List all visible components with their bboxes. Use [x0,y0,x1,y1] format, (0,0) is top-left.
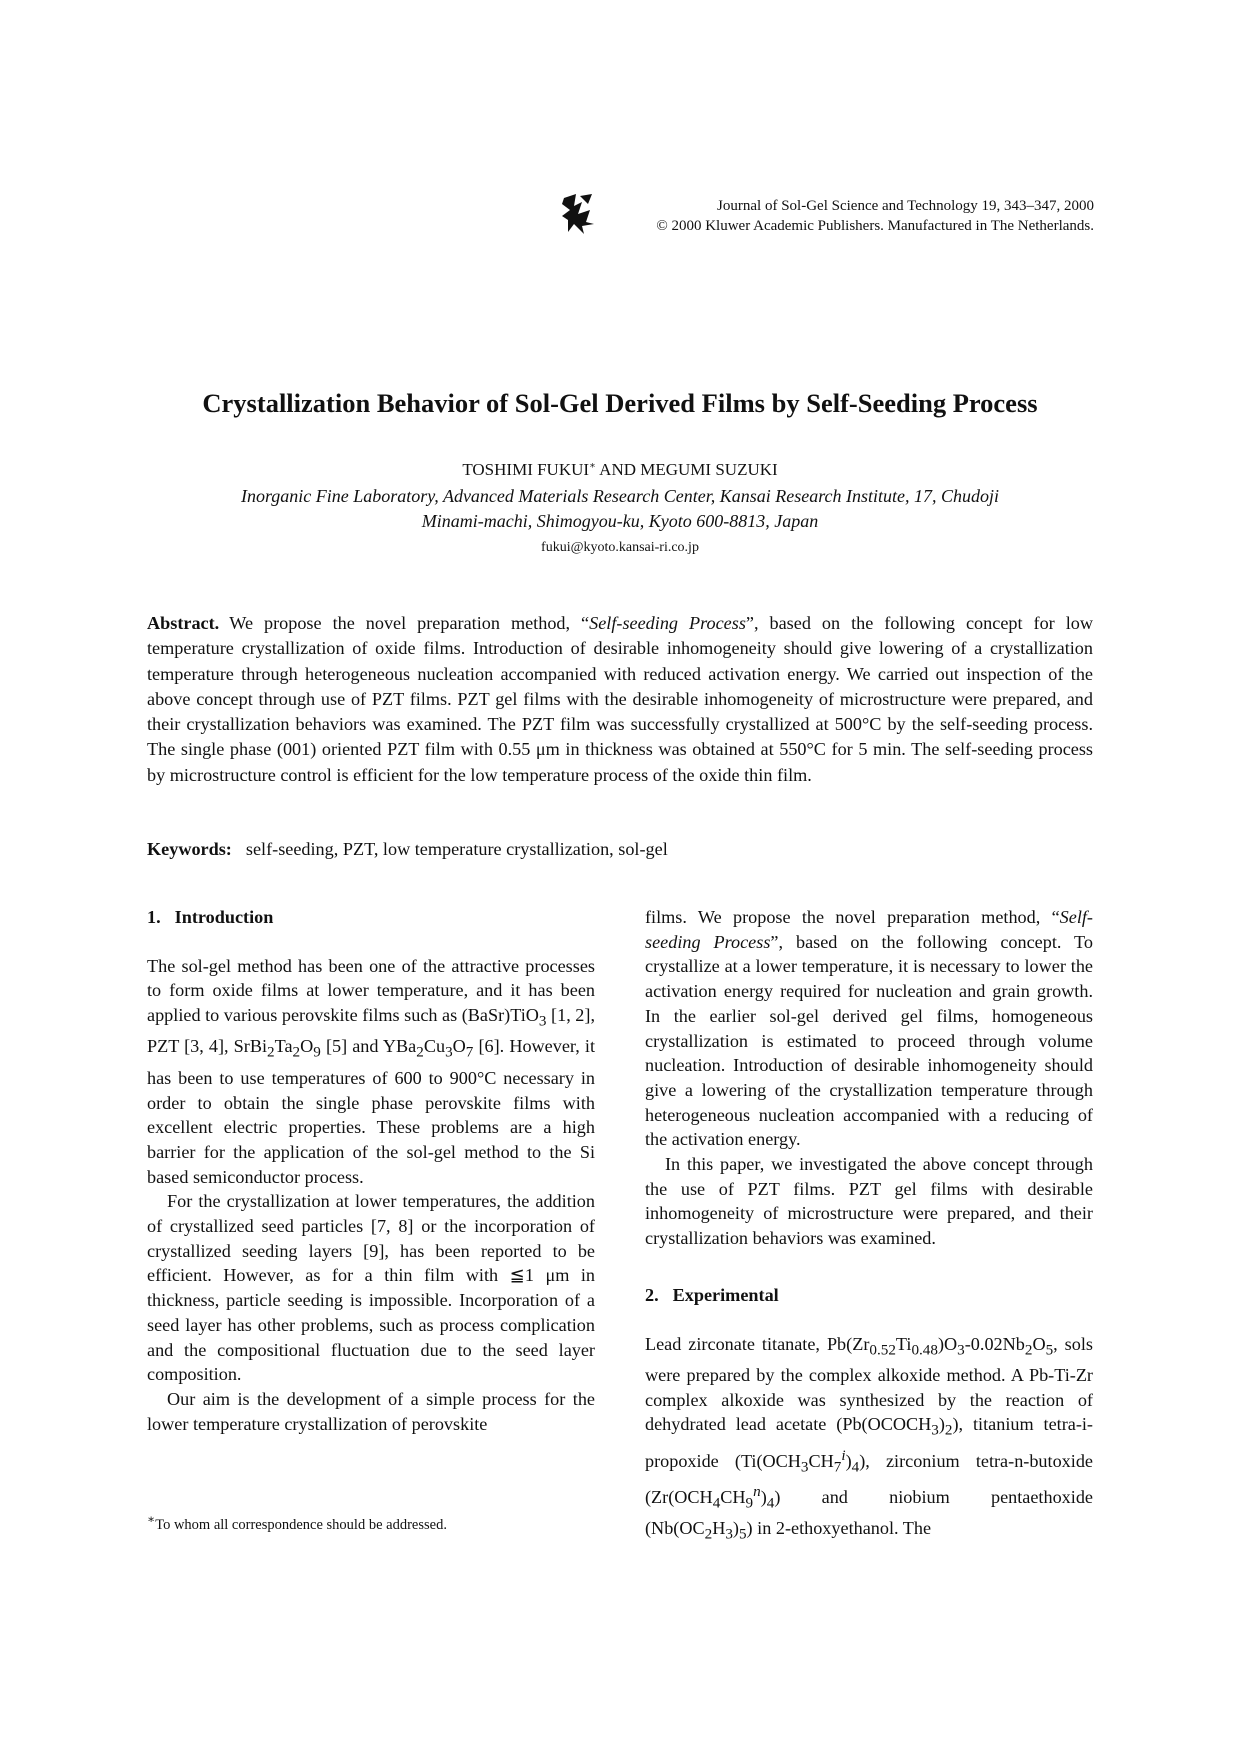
publisher-logo [560,192,596,236]
section-number: 1. [147,907,161,927]
text: , sols were prepared by the complex alkoxide method. A Pb-Ti-Zr complex alkoxide was synthesized by the reaction of dehydrated lead acetate (Pb(OCOCH [645,1333,1093,1435]
text: ) [845,1450,852,1471]
text: films. We propose the novel preparation method, “ [645,907,1060,927]
subscript: 5 [738,1526,747,1544]
journal-citation: Journal of Sol-Gel Science and Technology 19, 343–347, 2000 [717,198,1094,214]
text: ) [938,1414,945,1435]
subscript: 3 [725,1526,733,1544]
abstract-italic: Self-seeding Process [589,613,746,633]
text: [5] and YBa [320,1036,417,1057]
right-column [645,905,1093,1548]
footnote-mark: ∗ [147,1512,156,1526]
affiliation [140,484,1100,534]
text: ) in 2-ethoxyethanol. The [746,1518,932,1539]
subscript: 0.48 [911,1341,938,1359]
journal-copyright: © 2000 Kluwer Academic Publishers. Manufactured in The Netherlands. [656,218,1094,234]
text: )O [937,1333,958,1354]
section-heading-experimental [645,1283,1093,1308]
author-1: TOSHIMI FUKUI [462,460,590,479]
subscript: 9 [313,1044,321,1062]
subscript: 3 [445,1044,453,1062]
italic-text: Self-seeding Process [645,907,1093,952]
text: ), zirconium tetra-n-butoxide (Zr(OCH [645,1450,1093,1508]
paragraph [645,1332,1093,1548]
text: ) and niobium pentaethoxide (Nb(OC [645,1487,1093,1539]
text: Lead zirconate titanate, Pb(Zr [645,1333,870,1354]
paragraph [147,954,595,1190]
affiliation-line-2: Minami-machi, Shimogyou-ku, Kyoto 600-8813, Japan [421,511,819,531]
superscript: n [753,1483,761,1501]
text: CH [720,1487,746,1508]
section-title: Introduction [174,907,274,927]
corresponding-mark: ∗ [589,460,596,472]
abstract [147,611,1093,788]
author-email: fukui@kyoto.kansai-ri.co.jp [541,540,699,555]
keywords [147,839,668,860]
paragraph: Our aim is the development of a simple process for the lower temperature crystallization of perovskite [147,1388,595,1434]
subscript: 0.52 [869,1341,896,1359]
subscript: 4 [766,1494,775,1512]
text: ) [732,1518,739,1539]
text: H [712,1518,726,1539]
subscript: 3 [957,1341,965,1359]
text: ), titanium tetra-i-propoxide (Ti(OCH [645,1414,1093,1471]
text: [6]. However, it has been to use temperatures of 600 to 900°C necessary in order to obtain the single phase perovskite films with excellent electric properties. These problems are a high barrier for the application of the sol-gel method to the Si based semiconductor process. [147,1036,595,1187]
subscript: 7 [465,1044,474,1062]
subscript: 2 [416,1044,424,1062]
footnote-text: To whom all correspondence should be addressed. [155,1516,447,1533]
text: Cu [423,1036,446,1057]
abstract-label: Abstract. [147,613,220,633]
subscript: 2 [944,1421,953,1439]
text: [1, 2], PZT [3, 4], SrBi [147,1005,595,1057]
section-heading-introduction [147,905,595,930]
affiliation-line-1: Inorganic Fine Laboratory, Advanced Materials Research Center, Kansai Research Institute, 17, Chudoji [240,486,1000,506]
text: O [1032,1333,1046,1354]
subscript: 9 [745,1494,754,1512]
abstract-text-1: We propose the novel preparation method, “ [229,613,590,633]
text: O [452,1036,466,1057]
text: O [300,1036,314,1057]
keywords-text: self-seeding, PZT, low temperature crystallization, sol-gel [245,839,668,859]
paper-title: Crystallization Behavior of Sol-Gel Derived Films by Self-Seeding Process [202,388,1038,418]
journal-info [656,196,1094,236]
section-title: Experimental [672,1284,779,1305]
paragraph: In this paper, we investigated the above concept through the use of PZT films. PZT gel films with desirable inhomogeneity of microstructure were prepared, and their crystallization behaviors was examined. [645,1154,1093,1249]
text: Ti [895,1333,912,1354]
author-list [0,460,1240,480]
section-number: 2. [645,1284,659,1305]
paragraph: For the crystallization at lower temperatures, the addition of crystallized seed particles [7, 8] or the incorporation of crystallized seeding layers [9], has been reported to be efficient. However, as for a thin film with ≦1 μm in thickness, particle seeding is impossible. Incorporation of a seed layer has other problems, such as process complication and the compositional fluctuation due to the seed layer composition. [147,1191,595,1385]
text: -0.02Nb [964,1333,1025,1354]
subscript: 3 [800,1458,809,1476]
subscript: 2 [292,1044,301,1062]
paragraph [645,905,1093,1152]
text: ) [760,1487,767,1508]
subscript: 5 [1045,1341,1054,1359]
text: Ta [274,1036,293,1057]
subscript: 4 [851,1458,860,1476]
subscript: 3 [538,1012,547,1030]
text: The sol-gel method has been one of the attractive processes to form oxide films at lower temperature, and it has been applied to various perovskite films such as (BaSr)TiO [147,955,595,1026]
abstract-text-2: ”, based on the following concept for low temperature crystallization of oxide films. Introduction of desirable inhomogeneity should give lowering of a crystallization temperature through heterogeneous nucleation accompanied with reduced activation energy. We carried out inspection of the above concept through use of PZT films. PZT gel films with the desirable inhomogeneity of microstructure were prepared, and their crystallization behaviors was examined. The PZT film was successfully crystallized at 500°C by the self-seeding process. The single phase (001) oriented PZT film with 0.55 μm in thickness was obtained at 550°C for 5 min. The self-seeding process by microstructure control is efficient for the low temperature process of the oxide thin film. [147,613,1093,785]
subscript: 2 [267,1044,275,1062]
subscript: 2 [1024,1341,1033,1359]
author-2: AND MEGUMI SUZUKI [595,460,778,479]
subscript: 4 [712,1494,721,1512]
superscript: i [841,1446,846,1464]
subscript: 2 [704,1526,713,1544]
left-column [147,905,595,1436]
subscript: 7 [833,1458,842,1476]
subscript: 3 [931,1421,939,1439]
keywords-label: Keywords: [147,839,232,859]
text: CH [808,1450,834,1471]
text: ”, based on the following concept. To crystallize at a lower temperature, it is necessary to lower the activation energy required for nucleation and grain growth. In the earlier sol-gel derived gel films, homogeneous crystallization is estimated to proceed through volume nucleation. Introduction of desirable inhomogeneity should give a lowering of the crystallization temperature through heterogeneous nucleation accompanied with a reducing of the activation energy. [645,931,1093,1150]
footnote [147,1512,447,1534]
